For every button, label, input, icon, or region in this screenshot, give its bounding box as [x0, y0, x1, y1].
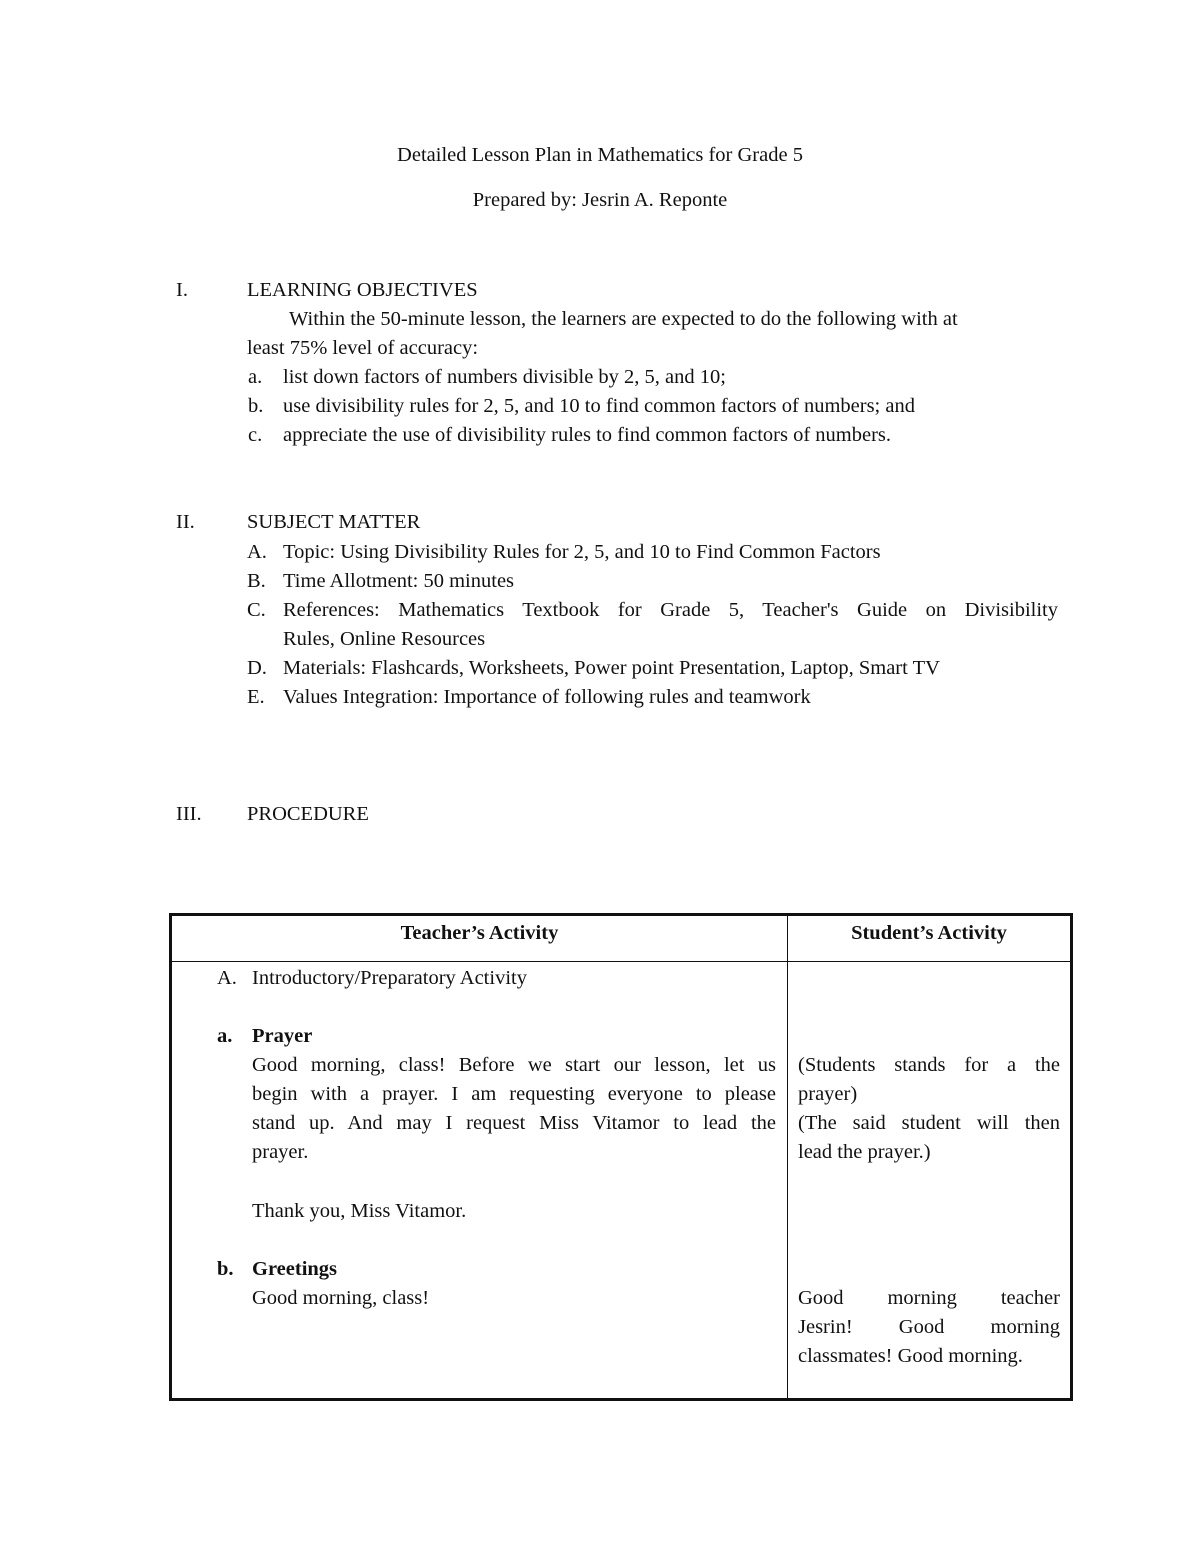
section-2-heading: SUBJECT MATTER: [247, 511, 421, 533]
prepared-by: Prepared by: Jesrin A. Reponte: [472, 189, 728, 211]
subject-materials: Materials: Flashcards, Worksheets, Power point Presentation, Laptop, Smart TV: [283, 657, 940, 679]
procedure-table: [169, 913, 1073, 1401]
prayer-teacher-line4: prayer.: [252, 1141, 309, 1163]
prayer-title: Prayer: [252, 1025, 313, 1047]
prayer-student-line1: (Students stands for a the: [798, 1054, 1060, 1076]
teacher-activity-header: Teacher’s Activity: [400, 922, 559, 944]
greetings-student-line1: Good morning teacher: [798, 1287, 1060, 1309]
greetings-marker: b.: [217, 1258, 234, 1280]
subject-e-marker: E.: [247, 686, 265, 708]
section-2-numeral: II.: [176, 511, 195, 533]
prayer-marker: a.: [217, 1025, 233, 1047]
student-activity-header: Student’s Activity: [851, 922, 1007, 944]
subject-d-marker: D.: [247, 657, 267, 679]
greetings-student-line3: classmates! Good morning.: [798, 1345, 1023, 1367]
part-a-title: Introductory/Preparatory Activity: [252, 967, 527, 989]
prayer-student-line2: prayer): [798, 1083, 858, 1105]
header-divider: [172, 961, 1070, 962]
section-1-numeral: I.: [176, 279, 188, 301]
objective-b-marker: b.: [248, 395, 264, 417]
greetings-title: Greetings: [252, 1258, 338, 1280]
prayer-student-line4: lead the prayer.): [798, 1141, 931, 1163]
subject-b-marker: B.: [247, 570, 266, 592]
objective-a: list down factors of numbers divisible by 2, 5, and 10;: [283, 366, 726, 388]
objective-a-marker: a.: [248, 366, 263, 388]
objective-c: appreciate the use of divisibility rules to find common factors of numbers.: [283, 424, 892, 446]
subject-references-line1: References: Mathematics Textbook for Grade 5, Teacher's Guide on Divisibility: [283, 599, 1058, 621]
greetings-teacher-line: Good morning, class!: [252, 1287, 430, 1309]
subject-values: Values Integration: Importance of following rules and teamwork: [283, 686, 811, 708]
prayer-teacher-line2: begin with a prayer. I am requesting everyone to please: [252, 1083, 776, 1105]
section-3-heading: PROCEDURE: [247, 803, 369, 825]
objective-b: use divisibility rules for 2, 5, and 10 to find common factors of numbers; and: [283, 395, 915, 417]
prayer-teacher-line3: stand up. And may I request Miss Vitamor to lead the: [252, 1112, 776, 1134]
subject-a-marker: A.: [247, 541, 267, 563]
column-divider: [787, 916, 788, 1398]
section-3-numeral: III.: [176, 803, 202, 825]
objectives-intro-line2: least 75% level of accuracy:: [247, 337, 479, 359]
document-title: Detailed Lesson Plan in Mathematics for Grade 5: [397, 144, 803, 166]
part-a-marker: A.: [217, 967, 237, 989]
objectives-intro-line1: Within the 50-minute lesson, the learners are expected to do the following with at: [289, 308, 958, 330]
subject-time: Time Allotment: 50 minutes: [283, 570, 515, 592]
subject-references-line2: Rules, Online Resources: [283, 628, 486, 650]
prayer-thanks: Thank you, Miss Vitamor.: [252, 1200, 467, 1222]
objective-c-marker: c.: [248, 424, 263, 446]
greetings-student-line2: Jesrin! Good morning: [798, 1316, 1060, 1338]
subject-c-marker: C.: [247, 599, 266, 621]
subject-topic: Topic: Using Divisibility Rules for 2, 5, and 10 to Find Common Factors: [283, 541, 881, 563]
prayer-student-line3: (The said student will then: [798, 1112, 1060, 1134]
prayer-teacher-line1: Good morning, class! Before we start our lesson, let us: [252, 1054, 776, 1076]
section-1-heading: LEARNING OBJECTIVES: [247, 279, 478, 301]
